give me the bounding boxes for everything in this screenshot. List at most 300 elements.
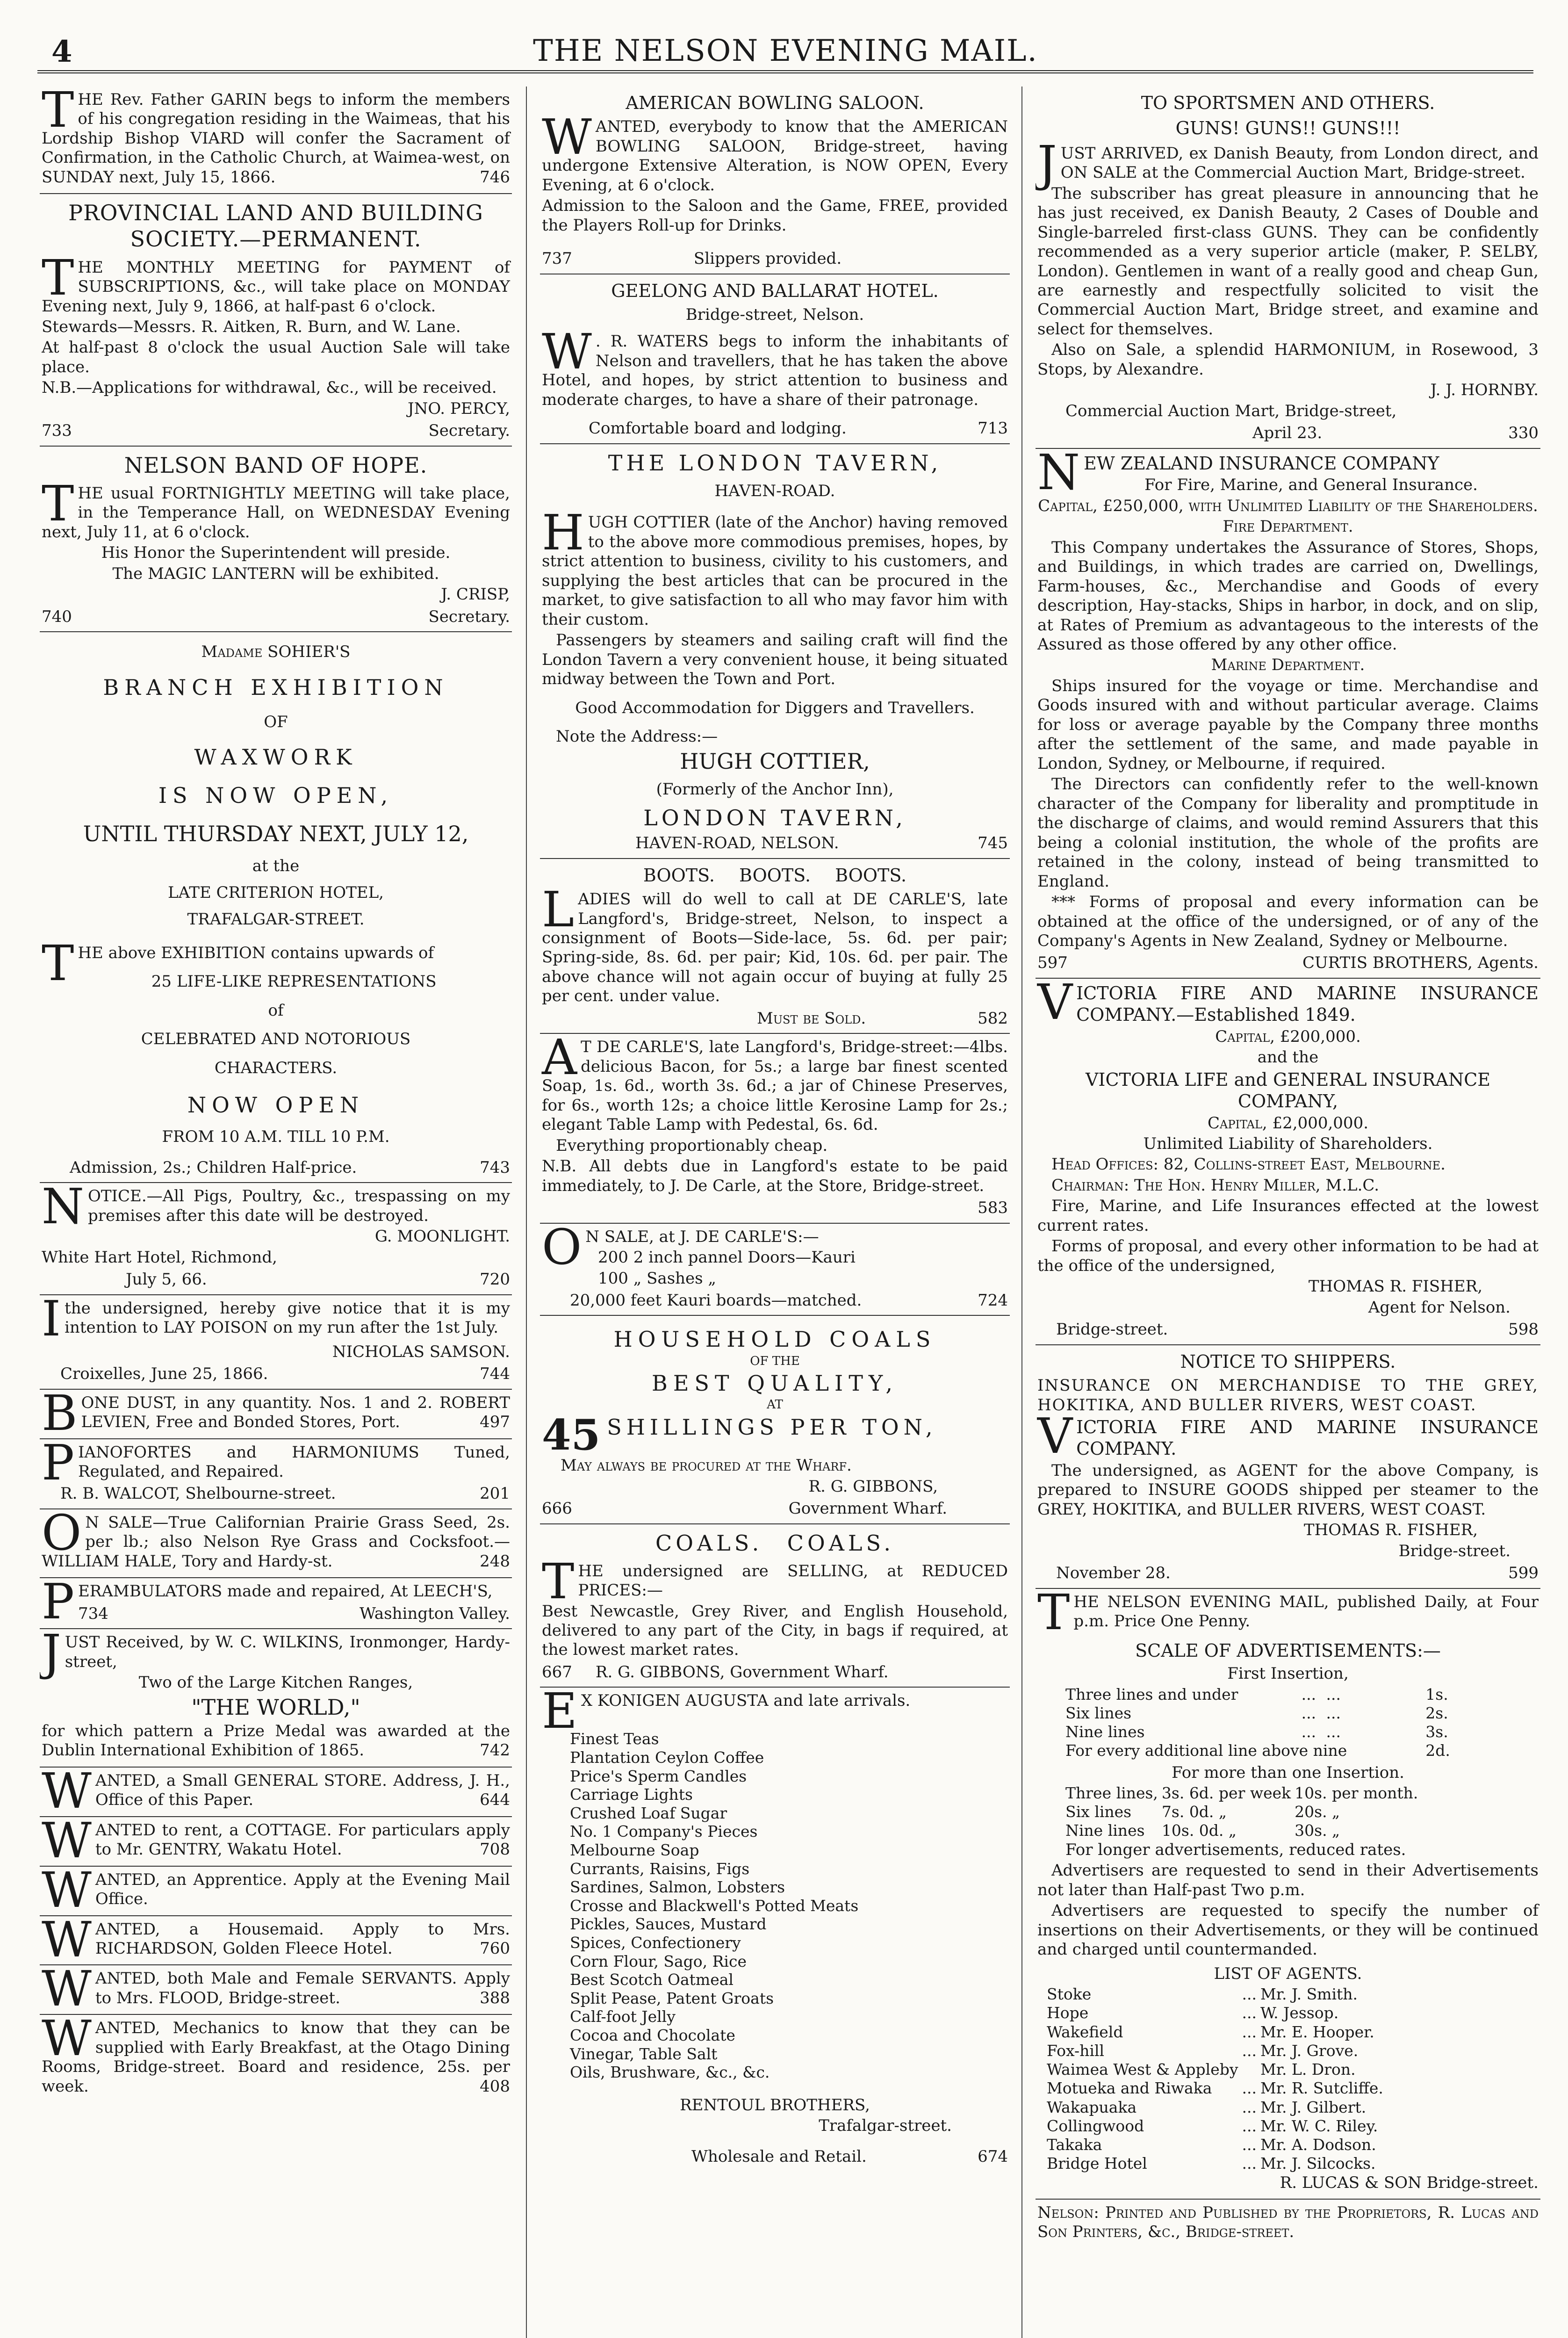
ad-text: T DE CARLE'S, late Langford's, Bridge-street:—4lbs. delicious Bacon, for 5s.; a large bar finest scented Soap, 1s. 6d., worth 3s. 6d.; a jar of Chinese Preserves, for 6s., worth 12s; a choice little Kerosine Lamp for 2s.; elegant Table Lamp with Pedestal, 6s. 6d. xyxy=(542,1038,1008,1134)
ad-text: UGH COTTIER (late of the Anchor) having removed to the above more commodious premises, hopes, by strict attention to business, civility to his customers, and supplying the best articles that can be procured in the market, to give satisfaction to all who may favor him with their custom. xyxy=(542,513,1008,629)
table-row xyxy=(1047,2060,1387,2079)
table-cell: Three lines and under xyxy=(1065,1685,1238,1703)
ad-number: 720 xyxy=(480,1270,510,1289)
table-cell: 3s. xyxy=(1425,1723,1448,1741)
table-cell: For every additional line above nine xyxy=(1065,1741,1347,1760)
drop-cap: W xyxy=(542,108,592,166)
ad-text: White Hart Hotel, Richmond, xyxy=(42,1248,277,1267)
ad-text: OTICE.—All Pigs, Poultry, &c., trespassing on my premises after this date will be destroyed. xyxy=(88,1187,510,1225)
ad-heading: EW ZEALAND INSURANCE COMPANY xyxy=(1084,453,1439,474)
ad-heading: ICTORIA FIRE AND MARINE INSURANCE COMPANY. xyxy=(1076,1416,1539,1459)
list-item: Oils, Brushware, &c., &c. xyxy=(570,2063,770,2082)
ad-number: 760 xyxy=(480,1939,510,1958)
ad-text: SHILLINGS PER TON, xyxy=(607,1414,937,1440)
table-cell: Nine lines xyxy=(1065,1821,1145,1840)
ad-heading: AMERICAN BOWLING SALOON. xyxy=(626,93,924,113)
ad-text: Capital, £2,000,000. xyxy=(1207,1113,1369,1133)
ad-text: HE MONTHLY MEETING for PAYMENT of SUBSCRIPTIONS, &c., will take place on MONDAY Evening next, July 9, 1866, at half-past 6 o'clock. xyxy=(42,258,510,316)
ad-number: 746 xyxy=(480,167,510,187)
ad-signature: THOMAS R. FISHER, xyxy=(1308,1277,1482,1296)
ad-text: ANTED, an Apprentice. Apply at the Evening Mail Office. xyxy=(95,1870,510,1909)
table-cell: ... xyxy=(1242,2079,1257,2098)
ad-text: UST Received, by W. C. WILKINS, Ironmonger, Hardy-street, xyxy=(65,1633,510,1671)
ad-signature: RENTOUL BROTHERS, xyxy=(680,2095,870,2114)
ad-text: "THE WORLD," xyxy=(191,1694,360,1720)
ad-text: UST ARRIVED, ex Danish Beauty, from London direct, and ON SALE at the Commercial Auction Mart, Bridge-street. xyxy=(1060,144,1539,182)
ad-band-of-hope xyxy=(40,447,512,632)
drop-cap: W xyxy=(42,2010,92,2067)
ad-text: N SALE—True Californian Prairie Grass Seed, 2s. per lb.; also Nelson Rye Grass and Cocksfoot.—WILLIAM HALE, Tory and Hardy-st. xyxy=(42,1513,510,1571)
table-cell xyxy=(1242,2060,1260,2079)
drop-cap: L xyxy=(542,881,575,938)
ad-konigen-augusta xyxy=(540,1682,1010,2171)
ad-number: 724 xyxy=(978,1291,1008,1310)
drop-cap: T xyxy=(42,934,74,992)
ad-heading: NELSON BAND OF HOPE. xyxy=(124,452,428,478)
ad-text: LONDON TAVERN, xyxy=(643,805,906,831)
ad-number: 644 xyxy=(480,1790,510,1810)
drop-cap: W xyxy=(42,1811,92,1869)
table-cell: Collingwood xyxy=(1047,2116,1144,2135)
table-cell: Mr. J. Grove. xyxy=(1260,2041,1359,2060)
ad-text: ANTED, both Male and Female SERVANTS. Apply to Mrs. FLOOD, Bridge-street. xyxy=(95,1969,510,2007)
ad-text: HE usual FORTNIGHTLY MEETING will take place, in the Temperance Hall, on WEDNESDAY Evening next, July 11, at 6 o'clock. xyxy=(42,483,510,541)
ad-heading: COALS. COALS. xyxy=(655,1530,894,1556)
ad-number: 666 xyxy=(542,1499,572,1518)
newspaper-title: THE NELSON EVENING MAIL. xyxy=(533,34,1038,68)
ad-wanted-mechanics xyxy=(40,2010,512,2102)
ad-text: HE Rev. Father GARIN begs to inform the members of his congregation residing in the Waimeas, that his Lordship Bishop VIARD will confer the Sacrament of Confirmation, in the Catholic Church, at Waimea-west, on SUNDAY next, July 15, 1866. xyxy=(42,90,510,187)
ad-number: 667 xyxy=(542,1662,572,1681)
ad-number: 737 xyxy=(542,249,572,268)
ad-number: 583 xyxy=(978,1198,1008,1218)
ad-number: 745 xyxy=(978,834,1008,853)
table-cell: ... xyxy=(1242,2098,1257,2116)
rates-table-more xyxy=(1065,1784,1422,1840)
drop-cap: T xyxy=(542,1552,575,1610)
drop-cap: J xyxy=(1037,135,1057,192)
ad-role: Agent for Nelson. xyxy=(1368,1298,1510,1317)
ad-text: Wholesale and Retail. xyxy=(691,2147,867,2166)
ad-text: Capital, £250,000, with Unlimited Liability of the Shareholders. xyxy=(1038,496,1538,515)
ad-guns xyxy=(1036,87,1540,449)
ad-text: The subscriber has great pleasure in announcing that he has just received, ex Danish Beauty, 2 Cases of Double and Single-barreled first-class GUNS. They can be confidently recommended as a very superior article (maker, P. SELBY, London). Gentlemen in want of a really good and cheap Gun, are earnestly and respectfully solicited to visit the Commercial Auction Mart, Bridge street, and examine and select for themselves. xyxy=(1037,184,1539,339)
table-cell: ... xyxy=(1242,2116,1257,2135)
table-cell: Bridge Hotel xyxy=(1047,2154,1147,2173)
list-item: Vinegar, Table Salt xyxy=(570,2044,718,2063)
list-item: Calf-foot Jelly xyxy=(570,2007,676,2026)
ad-text: Best Newcastle, Grey River, and English Household, delivered to any part of the City, in bags if required, at the lowest market rates. xyxy=(542,1602,1008,1660)
table-cell: ... xyxy=(1242,2154,1257,2173)
ad-text: For longer advertisements, reduced rates. xyxy=(1065,1840,1406,1859)
ad-text: Head Offices: 82, Collins-street East, Melbourne. xyxy=(1051,1155,1446,1174)
ad-text: The Directors can confidently refer to the well-known character of the Company for liberality and promptitude in the discharge of claims, and would remind Assurers that this being a colonial institution, the whole of the profits are retained in the colony, instead of being transmitted to England. xyxy=(1037,775,1539,891)
drop-cap: O xyxy=(42,1504,82,1561)
ad-text: N.B. All debts due in Langford's estate to be paid immediately, to J. De Carle, at the Store, Bridge-street. xyxy=(542,1157,1008,1195)
ad-text: the undersigned, hereby give notice that it is my intention to LAY POISON on my run after the 1st July. xyxy=(65,1299,510,1337)
ad-pianofortes xyxy=(40,1434,512,1509)
table-row xyxy=(1047,2004,1387,2022)
table-cell: Mr. J. Smith. xyxy=(1260,1985,1358,2003)
ad-text: AT xyxy=(767,1398,783,1412)
table-row xyxy=(1065,1803,1422,1821)
ad-text: Chairman: The Hon. Henry Miller, M.L.C. xyxy=(1051,1176,1380,1195)
ad-number: 248 xyxy=(480,1551,510,1571)
ad-text: For Fire, Marine, and General Insurance. xyxy=(1144,476,1478,495)
drop-cap: O xyxy=(542,1218,582,1276)
ad-number: 743 xyxy=(480,1158,510,1177)
ad-text: TRAFALGAR-STREET. xyxy=(187,910,365,929)
table-cell: ... xyxy=(1242,1985,1257,2003)
ad-text: Note the Address:— xyxy=(556,727,718,746)
table-cell: Mr. R. Sutcliffe. xyxy=(1260,2079,1383,2098)
list-item: Sardines, Salmon, Lobsters xyxy=(570,1878,785,1897)
agents-table xyxy=(1047,1985,1387,2173)
table-cell: Three lines, xyxy=(1065,1783,1158,1802)
list-item: Plantation Ceylon Coffee xyxy=(570,1748,764,1767)
list-item: Corn Flour, Sago, Rice xyxy=(570,1952,747,1970)
ad-signature: R. G. GIBBONS, Government Wharf. xyxy=(595,1662,889,1681)
list-item: Spices, Confectionery xyxy=(570,1933,741,1952)
table-cell: Mr. E. Hooper. xyxy=(1260,2022,1374,2041)
ad-text: Fire, Marine, and Life Insurances effected at the lowest current rates. xyxy=(1037,1197,1539,1235)
drop-cap: W xyxy=(42,1861,92,1919)
table-cell: Six lines xyxy=(1065,1703,1132,1722)
ad-role: Government Wharf. xyxy=(788,1499,947,1518)
ad-heading: PROVINCIAL LAND AND BUILDING SOCIETY.—PERMANENT. xyxy=(68,200,483,252)
ad-perambulators xyxy=(40,1573,512,1631)
table-row xyxy=(1047,2098,1387,2117)
ad-signature: R. LUCAS & SON Bridge-street. xyxy=(1280,2173,1539,2192)
table-cell: 1s. xyxy=(1425,1685,1448,1703)
ad-notice-to-shippers xyxy=(1036,1345,1540,1589)
table-cell: Hope xyxy=(1047,2004,1089,2022)
table-cell: 3s. 6d. per week xyxy=(1161,1783,1291,1802)
table-row xyxy=(1065,1723,1454,1741)
ad-number: 582 xyxy=(978,1009,1008,1028)
list-item: No. 1 Company's Pieces xyxy=(570,1822,758,1841)
ad-text: and the xyxy=(1257,1048,1319,1067)
ad-text: HE above EXHIBITION contains upwards of xyxy=(78,943,434,962)
ad-text: At half-past 8 o'clock the usual Auction Sale will take place. xyxy=(42,338,510,376)
drop-cap: P xyxy=(42,1573,74,1631)
ad-text: Madame SOHIER'S xyxy=(201,642,351,662)
ad-signature: J. CRISP, xyxy=(441,585,510,604)
table-cell: Mr. J. Silcocks. xyxy=(1260,2154,1376,2173)
ad-text: UNTIL THURSDAY NEXT, JULY 12, xyxy=(83,821,469,847)
ad-heading: GEELONG AND BALLARAT HOTEL. xyxy=(611,280,939,301)
ad-date: November 28. xyxy=(1056,1564,1171,1583)
drop-cap: N xyxy=(42,1178,84,1235)
ad-poison-notice xyxy=(40,1290,512,1390)
ad-text: for which pattern a Prize Medal was awarded at the Dublin International Exhibition of 1865. xyxy=(42,1721,510,1760)
ad-text: Bridge-street. xyxy=(1056,1320,1168,1339)
table-cell: Nine lines xyxy=(1065,1723,1145,1741)
ad-text: 200 2 inch pannel Doors—Kauri xyxy=(598,1248,856,1267)
ad-text: N.B.—Applications for withdrawal, &c., will be received. xyxy=(42,378,497,397)
table-cell: Mr. L. Dron. xyxy=(1260,2060,1356,2078)
ad-number: 597 xyxy=(1037,953,1068,973)
list-item: Pickles, Sauces, Mustard xyxy=(570,1915,767,1934)
ad-number: 497 xyxy=(480,1413,510,1432)
ad-text: ONE DUST, in any quantity. Nos. 1 and 2. ROBERT LEVIEN, Free and Bonded Stores, Port. xyxy=(81,1393,510,1432)
table-row xyxy=(1065,1741,1454,1760)
ad-text: of xyxy=(268,1001,284,1020)
ad-text: ANTED, everybody to know that the AMERICAN BOWLING SALOON, Bridge-street, having undergone Extensive Alteration, is NOW OPEN, Every Evening, at 6 o'clock. xyxy=(542,117,1008,195)
ad-signature: J. J. HORNBY. xyxy=(1430,381,1539,400)
ad-signature: JNO. PERCY, xyxy=(407,399,510,418)
ad-heading: ICTORIA FIRE AND MARINE INSURANCE COMPANY.—Established 1849. xyxy=(1076,982,1539,1025)
ad-coals xyxy=(540,1524,1010,1688)
ad-subheading: GUNS! GUNS!! GUNS!!! xyxy=(1175,118,1401,139)
table-cell: ... xyxy=(1301,1703,1316,1722)
drop-cap: T xyxy=(42,249,74,306)
ad-wanted-servants xyxy=(40,1960,512,2018)
table-row xyxy=(1047,2117,1387,2136)
ad-evening-mail xyxy=(1036,1583,1540,2200)
ad-text: BRANCH EXHIBITION xyxy=(103,674,449,700)
drop-cap: T xyxy=(1037,1583,1070,1641)
table-cell: ... xyxy=(1326,1685,1341,1703)
column-2 xyxy=(540,87,1010,2338)
list-item: Cocoa and Chocolate xyxy=(570,2026,735,2044)
table-cell: ... xyxy=(1242,2041,1257,2060)
ad-text: WAXWORK xyxy=(194,744,358,770)
list-item: Crushed Loaf Sugar xyxy=(570,1804,727,1822)
drop-cap: E xyxy=(542,1682,577,1740)
ad-text: Bridge-street, Nelson. xyxy=(685,305,864,324)
ad-text: Croixelles, June 25, 1866. xyxy=(60,1364,268,1384)
ad-text: Bridge-street. xyxy=(1398,1541,1510,1560)
drop-cap: A xyxy=(542,1029,577,1086)
ad-father-garin xyxy=(40,87,512,194)
ad-number: 742 xyxy=(480,1741,510,1760)
ad-number: 330 xyxy=(1508,424,1539,443)
ad-text: ANTED to rent, a COTTAGE. For particulars apply to Mr. GENTRY, Wakatu Hotel. xyxy=(95,1820,510,1859)
ad-heading: BOOTS. BOOTS. BOOTS. xyxy=(643,865,907,886)
drop-cap: W xyxy=(42,1762,92,1819)
ad-number: 408 xyxy=(480,2077,510,2096)
ad-signature: R. B. WALCOT, Shelbourne-street. xyxy=(60,1484,336,1503)
ad-signature: NICHOLAS SAMSON. xyxy=(332,1342,510,1361)
table-cell: ... xyxy=(1326,1723,1341,1741)
ad-text: Ships insured for the voyage or time. Merchandise and Goods insured with and without particular average. Claims for loss or average payable by the Company three months after the settlement of the same, and made payable in London, Sydney, or Melbourne, if required. xyxy=(1037,676,1539,773)
drop-cap: B xyxy=(42,1384,78,1442)
ad-date: April 23. xyxy=(1252,424,1323,443)
ad-text: . R. WATERS begs to inform the inhabitants of Nelson and travellers, that he has taken the above Hotel, and hopes, by strict attention to business and moderate charges, to have a share of their patronage. xyxy=(542,332,1008,409)
table-cell: W. Jessop. xyxy=(1260,2004,1339,2022)
ad-text: HUGH COTTIER, xyxy=(680,748,870,774)
ad-role: Secretary. xyxy=(428,421,510,440)
ad-kitchen-ranges xyxy=(40,1624,512,1767)
ad-pigs-notice xyxy=(40,1178,512,1295)
ad-nz-insurance xyxy=(1036,443,1540,979)
ad-text: VICTORIA LIFE and GENERAL INSURANCE COMPANY, xyxy=(1085,1069,1491,1112)
ad-bone-dust xyxy=(40,1384,512,1442)
ad-number: 713 xyxy=(978,419,1008,438)
drop-cap: T xyxy=(42,87,74,138)
ad-wanted-store xyxy=(40,1762,512,1819)
table-cell: Mr. W. C. Riley. xyxy=(1260,2116,1378,2135)
ad-text: *** Forms of proposal and every information can be obtained at the office of the undersigned, or of any of the Company's Agents in New Zealand, Sydney or Melbourne. xyxy=(1037,893,1539,950)
ad-number: 388 xyxy=(480,1988,510,2007)
list-item: Split Pease, Patent Groats xyxy=(570,1989,774,2007)
table-cell: ... xyxy=(1242,2022,1257,2041)
ad-doors xyxy=(540,1218,1010,1316)
ad-text: Trafalgar-street. xyxy=(819,2116,952,2136)
ad-number: 708 xyxy=(480,1840,510,1859)
ad-text: BEST QUALITY, xyxy=(652,1371,898,1396)
ad-text: CELEBRATED AND NOTORIOUS xyxy=(141,1030,411,1049)
table-cell: 10s. 0d. „ xyxy=(1161,1821,1237,1840)
table-row xyxy=(1047,2154,1387,2173)
ad-text: HOUSEHOLD COALS xyxy=(613,1327,936,1352)
ad-de-carle xyxy=(540,1029,1010,1223)
ad-provincial-society xyxy=(40,194,512,446)
drop-cap: N xyxy=(1037,443,1080,501)
ad-role: Secretary. xyxy=(428,607,510,626)
table-cell: 2d. xyxy=(1425,1741,1450,1760)
masthead-rule xyxy=(37,70,1533,73)
list-item: Currants, Raisins, Figs xyxy=(570,1859,750,1878)
table-row xyxy=(1065,1784,1422,1803)
ad-number: 599 xyxy=(1508,1564,1539,1583)
ad-text: Two of the Large Kitchen Ranges, xyxy=(138,1673,413,1692)
ad-text: 100 „ Sashes „ xyxy=(598,1269,717,1288)
ad-waxwork xyxy=(40,632,512,1183)
ad-text: Everything proportionably cheap. xyxy=(556,1136,828,1155)
ad-text: Passengers by steamers and sailing craft will find the London Tavern a very convenient house, it being situated midway between the Town and Port. xyxy=(542,631,1008,689)
column-divider xyxy=(1021,87,1022,2338)
ad-number: 744 xyxy=(480,1364,510,1384)
ad-text: Commercial Auction Mart, Bridge-street, xyxy=(1065,401,1397,420)
drop-cap: I xyxy=(42,1290,61,1347)
table-cell: 10s. per month. xyxy=(1295,1783,1418,1802)
ad-text: His Honor the Superintendent will preside. xyxy=(101,543,451,563)
ad-text: HAVEN-ROAD. xyxy=(714,481,835,500)
ad-number: 674 xyxy=(978,2147,1008,2166)
imprint xyxy=(1036,2200,1540,2248)
ad-heading: SCALE OF ADVERTISEMENTS:— xyxy=(1135,1640,1441,1661)
ad-date: July 5, 66. xyxy=(126,1270,207,1289)
ad-wanted-apprentice xyxy=(40,1861,512,1919)
ad-text: 20,000 feet Kauri boards—matched. xyxy=(570,1291,862,1310)
ad-number: 733 xyxy=(42,421,72,440)
ad-heading: LIST OF AGENTS. xyxy=(1214,1964,1362,1983)
ad-text: Must be Sold. xyxy=(757,1009,866,1028)
list-item: Carriage Lights xyxy=(570,1785,693,1804)
drop-cap: V xyxy=(1037,973,1073,1031)
table-row xyxy=(1047,2042,1387,2060)
ad-text: For more than one Insertion. xyxy=(1172,1763,1404,1782)
table-row xyxy=(1047,2136,1387,2154)
ad-text: Marine Department. xyxy=(1211,656,1365,675)
ad-text: Stewards—Messrs. R. Aitken, R. Burn, and W. Lane. xyxy=(42,317,461,336)
ad-text: Forms of proposal, and every other information to be had at the office of the undersigned, xyxy=(1037,1237,1539,1275)
ad-heading: NOTICE TO SHIPPERS. xyxy=(1180,1351,1396,1372)
ad-text: Capital, £200,000. xyxy=(1215,1027,1361,1046)
ad-number: 598 xyxy=(1508,1320,1539,1339)
ad-number: 201 xyxy=(480,1484,510,1503)
ad-text: This Company undertakes the Assurance of Stores, Shops, and Buildings, in which trades are carried on, Dwellings, Farm-houses, &c., Merchandise and Goods of every description, Hay-stacks, Ships in harbor, in dock, and on slip, at Rates of Premium as advantageous to the interests of the Assured as those offered by any other office. xyxy=(1037,538,1539,654)
drop-cap: P xyxy=(42,1434,74,1491)
imprint-text: Nelson: Printed and Published by the Proprietors, R. Lucas and Son Printers, &c., Bridge-street. xyxy=(1037,2203,1539,2242)
table-cell: Takaka xyxy=(1047,2136,1102,2154)
column-3 xyxy=(1036,87,1540,2338)
table-cell: ... xyxy=(1326,1703,1341,1722)
goods-list xyxy=(570,1730,1008,2081)
ad-text: Good Accommodation for Diggers and Travellers. xyxy=(575,698,975,717)
ad-number: 740 xyxy=(42,607,72,626)
ad-number: 734 xyxy=(78,1604,108,1623)
ad-heading: THE LONDON TAVERN, xyxy=(608,450,942,476)
list-item: Best Scotch Oatmeal xyxy=(570,1970,734,1989)
list-item: Crosse and Blackwell's Potted Meats xyxy=(570,1896,859,1915)
ad-text: Comfortable board and lodging. xyxy=(589,419,847,438)
table-cell: 2s. xyxy=(1425,1703,1448,1722)
table-cell: Wakapuaka xyxy=(1047,2098,1137,2116)
ad-signature: G. MOONLIGHT. xyxy=(374,1227,510,1246)
ad-wanted-housemaid xyxy=(40,1911,512,1968)
ad-text: ADIES will do well to call at DE CARLE'S, late Langford's, Bridge-street, Nelson, to inspect a consignment of Boots—Side-lace, 5s. 6d. per pair; Spring-side, 8s. 6d. per pair; Kid, 10s. 6d. per pair. The above chance will not again occur of buying at fully 25 per cent. under value. xyxy=(542,890,1008,1006)
page-number: 4 xyxy=(51,34,72,69)
table-row xyxy=(1047,2023,1387,2042)
table-cell: Wakefield xyxy=(1047,2022,1123,2041)
ad-text: HE undersigned are SELLING, at REDUCED PRICES:— xyxy=(578,1561,1008,1600)
table-row xyxy=(1065,1704,1454,1723)
ad-text: INSURANCE ON MERCHANDISE TO THE GREY, HOKITIKA, AND BULLER RIVERS, WEST COAST. xyxy=(1037,1376,1539,1414)
table-cell: Motueka and Riwaka xyxy=(1047,2079,1212,2098)
table-row xyxy=(1047,1985,1387,2004)
drop-cap: H xyxy=(542,504,584,562)
column-divider xyxy=(526,87,527,2338)
masthead xyxy=(37,29,1533,71)
ad-text: LATE CRITERION HOTEL, xyxy=(168,883,384,902)
ad-text: Fire Department. xyxy=(1223,517,1353,536)
drop-cap: W xyxy=(42,1911,92,1968)
ad-text: at the xyxy=(252,856,300,875)
ad-text: Washington Valley. xyxy=(359,1604,510,1623)
ad-text: OF THE xyxy=(750,1354,800,1368)
table-row xyxy=(1047,2079,1387,2098)
table-cell: Waimea West & Appleby xyxy=(1047,2060,1238,2078)
table-cell: ... xyxy=(1242,2004,1257,2022)
ad-text: Unlimited Liability of Shareholders. xyxy=(1143,1134,1433,1153)
list-item: Price's Sperm Candles xyxy=(570,1767,747,1785)
ad-text: NOW OPEN xyxy=(187,1092,365,1118)
drop-cap: T xyxy=(42,475,74,532)
ad-text: First Insertion, xyxy=(1227,1664,1349,1683)
ad-signature: CURTIS BROTHERS, Agents. xyxy=(1302,953,1539,973)
ad-text: Admission, 2s.; Children Half-price. xyxy=(70,1158,357,1177)
drop-cap: V xyxy=(1037,1407,1073,1465)
table-row xyxy=(1065,1821,1422,1840)
table-cell: Fox-hill xyxy=(1047,2041,1105,2060)
ad-text: IANOFORTES and HARMONIUMS Tuned, Regulated, and Repaired. xyxy=(78,1443,510,1481)
ad-text: N SALE, at J. DE CARLE'S:— xyxy=(585,1227,819,1246)
ad-text: ERAMBULATORS made and repaired, At LEECH'S, xyxy=(78,1582,493,1601)
ad-text: May always be procured at the Wharf. xyxy=(561,1456,852,1475)
ad-signature: R. G. GIBBONS, xyxy=(808,1477,938,1496)
ad-heading: TO SPORTSMEN AND OTHERS. xyxy=(1141,93,1435,113)
table-cell: Mr. A. Dodson. xyxy=(1260,2136,1376,2154)
ad-text: HAVEN-ROAD, NELSON. xyxy=(635,834,839,853)
table-cell: Mr. J. Gilbert. xyxy=(1260,2098,1367,2116)
table-cell: 7s. 0d. „ xyxy=(1161,1803,1227,1821)
price-figure: 45 xyxy=(542,1410,601,1460)
ad-grass-seed xyxy=(40,1504,512,1578)
ad-text: (Formerly of the Anchor Inn), xyxy=(656,779,894,799)
